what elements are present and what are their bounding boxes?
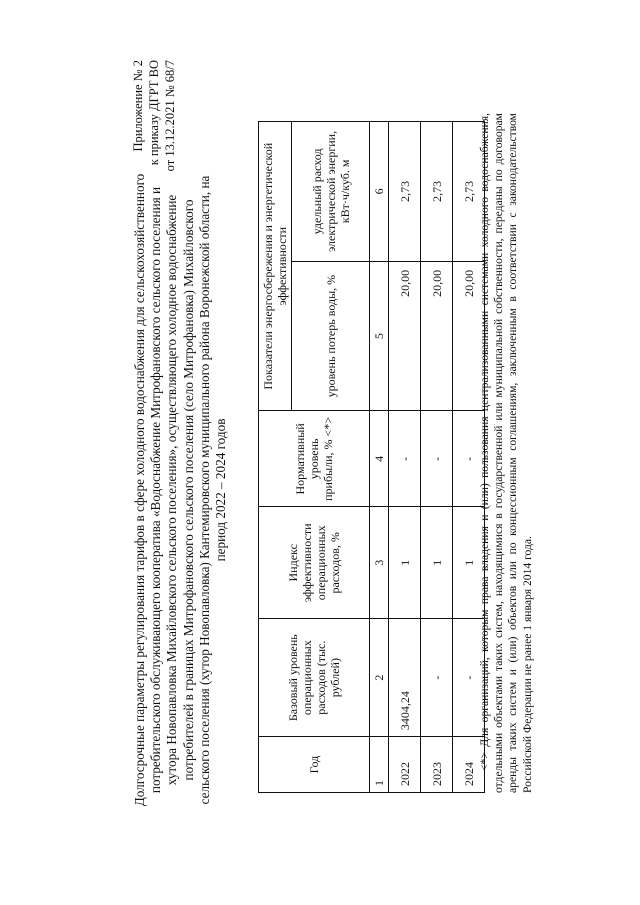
- title-line: потребительского обслуживающего кооператива «Водоснабжение Митрофановского сельского поселения и: [148, 186, 164, 794]
- tariff-parameters-table: [258, 121, 485, 793]
- appendix-order: к приказу ДГРТ ВО: [147, 60, 161, 166]
- cell-base-level: 3404,24: [389, 619, 421, 737]
- header-profit-level: Нормативный уровень прибыли, % <*>: [259, 411, 370, 507]
- header-electricity: удельный расход электрической энергии, кВт·ч/куб. м: [292, 122, 370, 262]
- cell-water-loss: 20,00: [421, 261, 453, 411]
- appendix-number: Приложение № 2: [131, 60, 145, 152]
- title-line: хутора Новопавловка Михайловского сельского поселения», осуществляющего холодное водоснабжение: [164, 194, 180, 786]
- title-line: сельского поселения (хутор Новопавловка) Кантемировского муниципального района Воронежской области, на: [196, 175, 212, 805]
- column-number: 2: [370, 619, 389, 737]
- title-line: период 2022 – 2024 годов: [213, 418, 229, 562]
- cell-water-loss: 20,00: [389, 261, 421, 411]
- cell-base-level: -: [453, 619, 485, 737]
- appendix-date: от 13.12.2021 № 68/7: [163, 60, 177, 172]
- cell-profit-level: -: [453, 411, 485, 507]
- document-title: [132, 170, 229, 810]
- cell-profit-level: -: [421, 411, 453, 507]
- column-number: 1: [370, 737, 389, 793]
- column-number: 5: [370, 261, 389, 411]
- column-number: 6: [370, 122, 389, 262]
- title-line: потребителей в границах Митрофановского сельского поселения (село Митрофановка) Михайловского: [180, 199, 196, 781]
- header-water-loss: уровень потерь воды, %: [292, 261, 370, 411]
- cell-electricity: 2,73: [421, 122, 453, 262]
- column-number: 3: [370, 507, 389, 619]
- column-number: 4: [370, 411, 389, 507]
- cell-efficiency-index: 1: [421, 507, 453, 619]
- table-row: [389, 122, 421, 793]
- cell-profit-level: -: [389, 411, 421, 507]
- cell-water-loss: 20,00: [453, 261, 485, 411]
- cell-year: 2023: [421, 737, 453, 793]
- header-efficiency-index: Индекс эффективности операционных расходов, %: [259, 507, 370, 619]
- header-energy-group: Показатели энергосбережения и энергетической эффективности: [259, 122, 292, 411]
- header-base-level: Базовый уровень операционных расходов (тыс. рублей): [259, 619, 370, 737]
- column-number-row: [370, 122, 389, 793]
- cell-year: 2024: [453, 737, 485, 793]
- table-row: [421, 122, 453, 793]
- title-line: Долгосрочные параметры регулирования тарифов в сфере холодного водоснабжения для сельскохозяйственного: [132, 173, 147, 807]
- cell-electricity: 2,73: [389, 122, 421, 262]
- cell-efficiency-index: 1: [389, 507, 421, 619]
- cell-efficiency-index: 1: [453, 507, 485, 619]
- header-year: Год: [259, 737, 370, 793]
- cell-year: 2022: [389, 737, 421, 793]
- cell-base-level: -: [421, 619, 453, 737]
- footnote: <*> Для организаций, которым права владения и (или) пользования централизованными системами холодного водоснабжения, отдельными объектами таких систем, находящимися в государственной или муниципальной собственности, переданы по договорам аренды таких систем и (или) объектов или по концессионным соглашениям, заключенным в соответствии с законодательством Российской Федерации не ранее 1 января 2014 года.: [478, 113, 534, 793]
- cell-electricity: 2,73: [453, 122, 485, 262]
